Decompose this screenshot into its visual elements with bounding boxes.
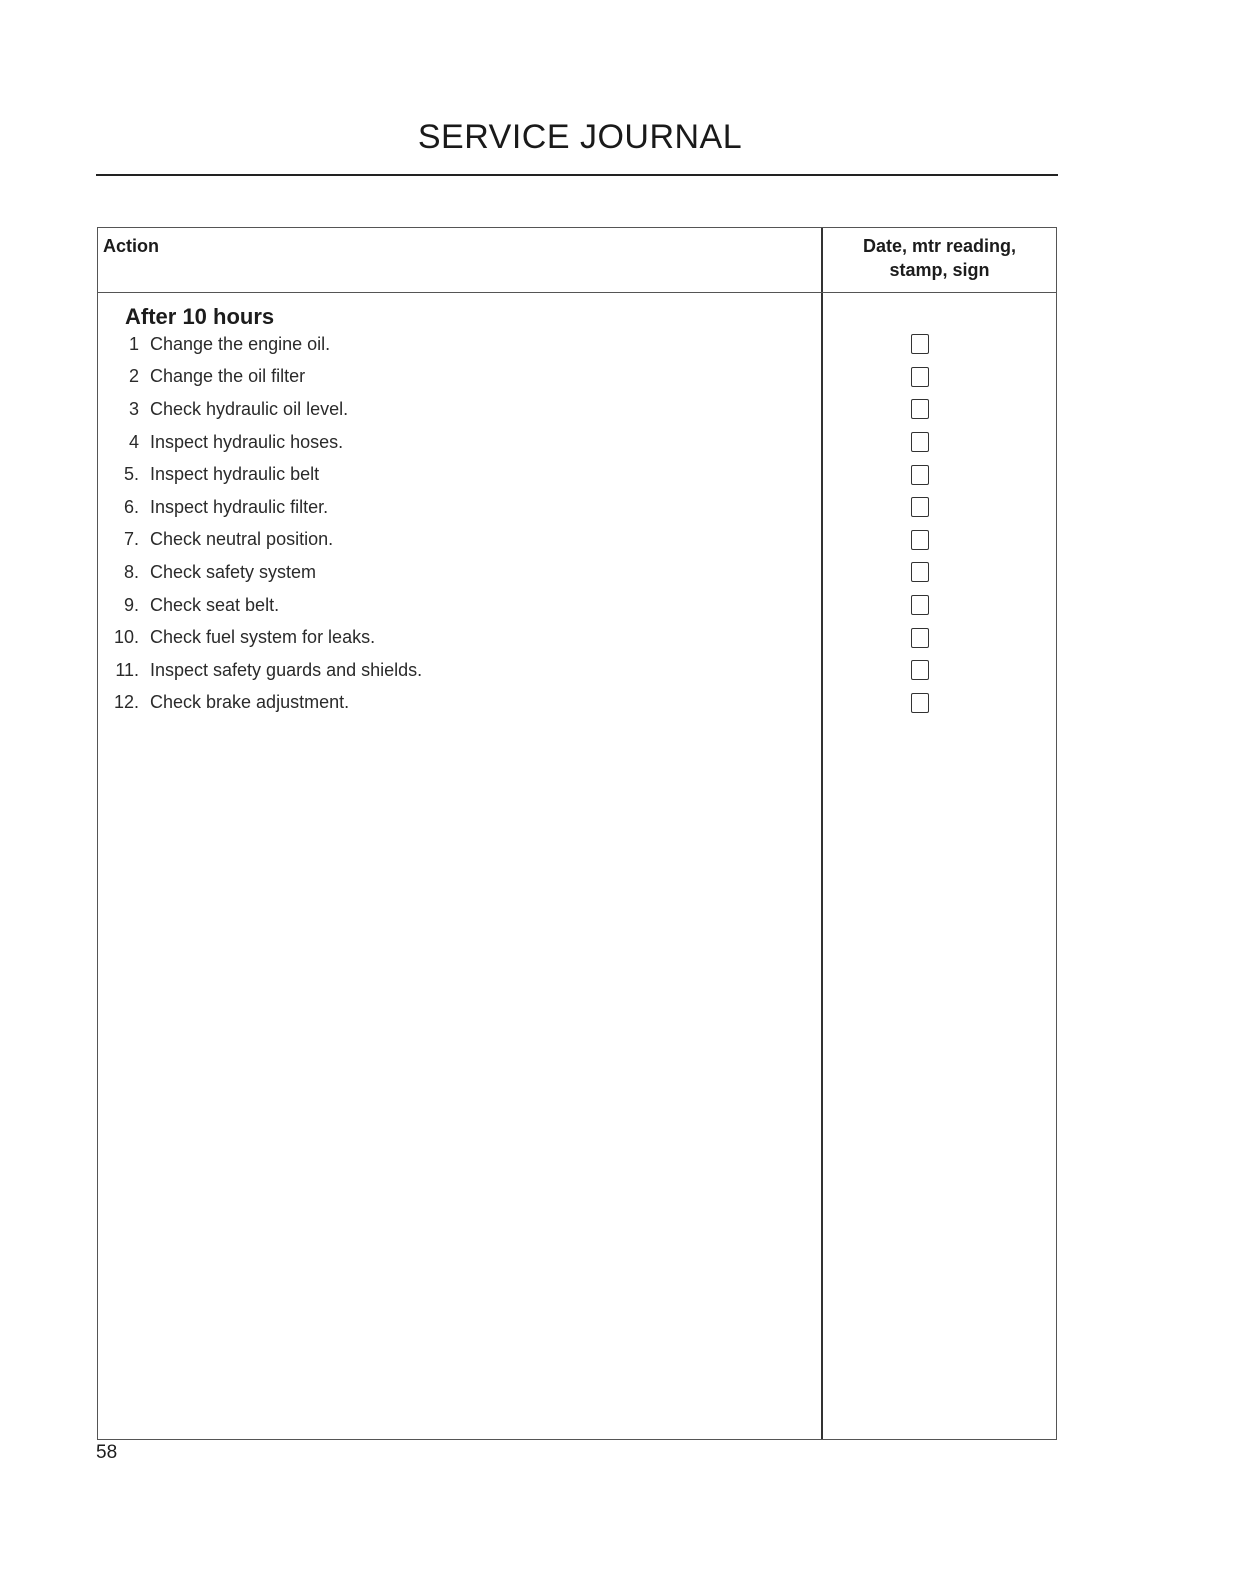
check-item [911,491,929,524]
task-item [98,621,818,654]
header-divider [98,292,1056,293]
task-text: Inspect hydraulic belt [150,464,320,485]
task-item [98,654,818,687]
column-divider [821,228,823,1439]
task-checkbox[interactable] [911,432,929,452]
task-item [98,491,818,524]
task-text: Inspect hydraulic filter. [150,496,329,517]
task-checkbox[interactable] [911,660,929,680]
task-item [98,589,818,622]
header-date-line2: stamp, sign [889,260,990,280]
section-heading: After 10 hours [125,304,275,329]
check-item [911,687,929,720]
task-checkbox[interactable] [911,497,929,517]
header-date-line1: Date, mtr reading, [862,236,1017,256]
task-checkbox[interactable] [911,334,929,354]
task-text: Inspect hydraulic hoses. [150,431,344,452]
task-checkbox[interactable] [911,399,929,419]
task-text: Check fuel system for leaks. [150,627,376,648]
task-text: Check brake adjustment. [150,692,350,713]
task-number: 3 [128,398,139,419]
task-text: Check safety system [150,561,317,582]
task-list [98,328,818,719]
task-text: Inspect safety guards and shields. [150,659,423,680]
task-number: 8. [123,561,139,582]
task-number: 1 [128,333,139,354]
task-number: 10. [113,627,139,648]
task-text: Check neutral position. [150,529,334,550]
checkbox-list [911,328,929,719]
task-text: Change the engine oil. [150,333,331,354]
task-checkbox[interactable] [911,595,929,615]
check-item [911,458,929,491]
check-item [911,621,929,654]
header-action: Action [103,236,159,256]
task-checkbox[interactable] [911,562,929,582]
check-item [911,654,929,687]
task-item [98,393,818,426]
task-item [98,361,818,394]
check-item [911,524,929,557]
task-number: 5. [123,464,139,485]
task-checkbox[interactable] [911,465,929,485]
task-item [98,524,818,557]
task-text: Check hydraulic oil level. [150,398,349,419]
task-checkbox[interactable] [911,693,929,713]
check-item [911,361,929,394]
page-title: SERVICE JOURNAL [417,118,743,156]
check-item [911,589,929,622]
task-item [98,556,818,589]
task-item [98,426,818,459]
task-number: 6. [123,496,139,517]
task-number: 4 [128,431,139,452]
task-text: Check seat belt. [150,594,280,615]
page-number: 58 [96,1442,118,1463]
task-item [98,458,818,491]
task-text: Change the oil filter [150,366,306,387]
service-journal-table [97,227,1057,1440]
task-checkbox[interactable] [911,628,929,648]
task-number: 7. [123,529,139,550]
check-item [911,393,929,426]
task-number: 2 [128,366,139,387]
task-item [98,687,818,720]
task-number: 12. [113,692,139,713]
task-item [98,328,818,361]
task-number: 9. [123,594,139,615]
check-item [911,328,929,361]
header-date-sign [823,234,1056,282]
title-rule [96,174,1058,176]
task-checkbox[interactable] [911,530,929,550]
task-checkbox[interactable] [911,367,929,387]
check-item [911,556,929,589]
task-number: 11. [115,659,139,680]
check-item [911,426,929,459]
